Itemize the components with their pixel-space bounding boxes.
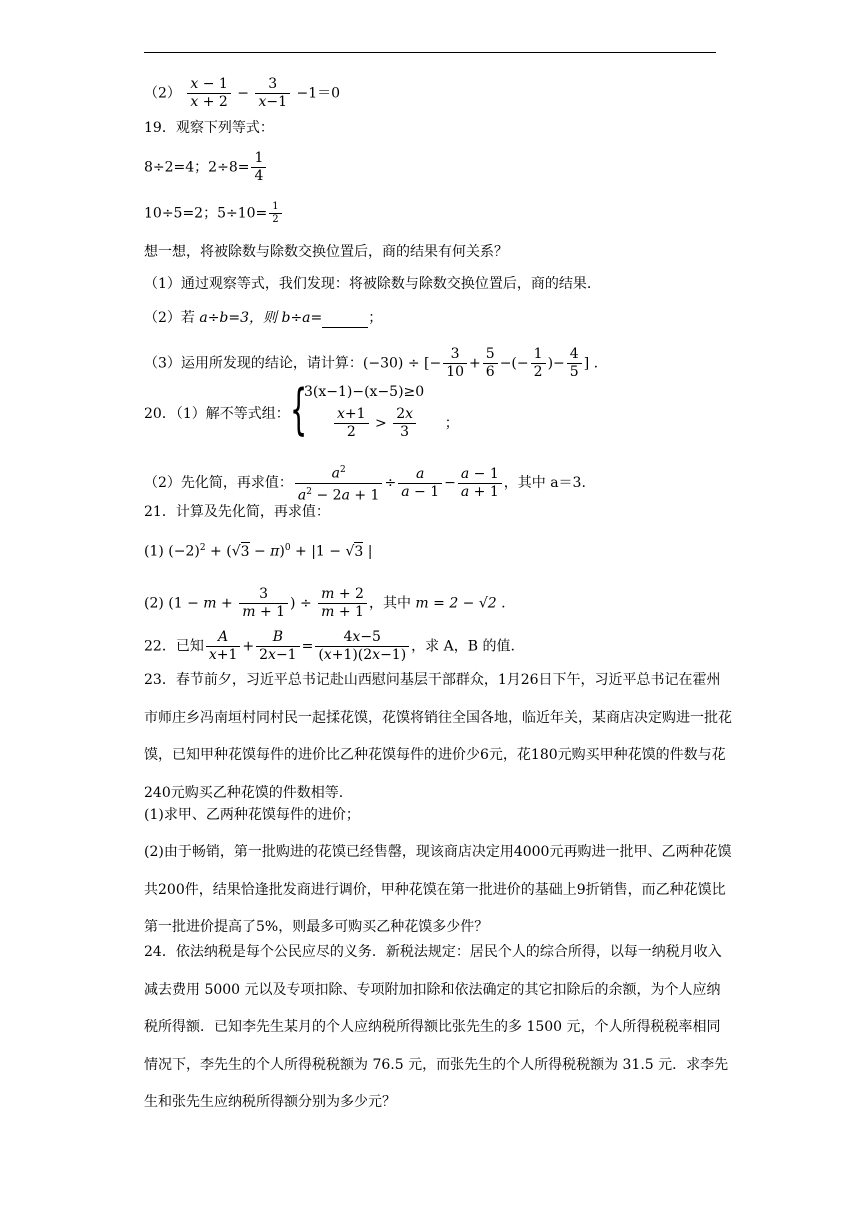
q20-label: 20．（1）解不等式组： xyxy=(144,406,290,422)
q19-eq2 xyxy=(144,201,284,226)
fraction: $\frac{B}{2x-1}$ xyxy=(256,629,299,664)
fraction: $\frac{5}{6}$ xyxy=(483,346,498,381)
fraction: $\frac{4}{5}$ xyxy=(567,346,582,381)
fraction: $\frac{x - 1}{x + 2}$ xyxy=(187,76,230,111)
q23-p1: (1)求甲、乙两种花馍每件的进价； xyxy=(144,807,360,823)
q19-eq2-left: 10÷5=2；5÷10= xyxy=(144,205,268,222)
fraction: $\frac{4x-5}{(x+1)(2x-1)}$ xyxy=(315,629,409,664)
q20-sub2-suffix: ，其中 a＝3. xyxy=(503,475,586,492)
q19-sub1: （1）通过观察等式，我们发现：将被除数与除数交换位置后，商的结果. xyxy=(144,276,592,292)
q18-eq-tail: −1＝0 xyxy=(296,85,341,102)
q21-p2-suffix: ，其中 xyxy=(368,595,411,612)
q24-text: 24．依法纳税是每个公民应尽的义务．新税法规定：居民个人的综合所得，以每一纳税月收入减去费用 5000 元以及专项扣除、专项附加扣除和依法确定的其它扣除后的余额，为个人应纳税所得额．已知李先生某月的个人应纳税所得额比张先生的多 1500 元，个人所得税税率相同情况下，李先生的个人所得税税额为 76.5 元，而张先生的个人所得税税额为 31.5 元．求李先生和张先生应纳税所得额分别为多少元？ xyxy=(144,944,729,1110)
q18-sub2: （2） $\frac{x - 1}{x + 2}$ − $\frac{3}{x-1}$ −1＝0 xyxy=(144,76,341,110)
q20-ineq1: 3(x−1)−(x−5)≥0 xyxy=(304,384,425,400)
fraction: $\frac{a^2}{a^2 - 2a + 1}$ xyxy=(295,462,383,504)
q19-title: 19．观察下列等式： xyxy=(144,120,274,136)
fraction: $\frac{3}{m + 1}$ xyxy=(239,586,288,621)
fraction: $\frac{1}{2}$ xyxy=(269,201,281,226)
fraction: $\frac{3}{x-1}$ xyxy=(255,76,290,111)
fraction: $\frac{A}{x+1}$ xyxy=(206,629,241,664)
q18-sub2-label: （2） xyxy=(144,85,181,102)
q19-eq1-left: 8÷2=4；2÷8= xyxy=(144,159,250,176)
fraction: $\frac{a}{a - 1}$ xyxy=(398,466,442,501)
q22-prefix: 22．已知 xyxy=(144,638,204,655)
answer-blank[interactable] xyxy=(322,313,368,328)
brace-icon: { xyxy=(290,378,308,441)
q21-p2: (2) (1 − m + $\frac{3}{m + 1}$ ) ÷ $\frac{m + 2}{m + 1}$ ，其中 m = 2 − √2 . xyxy=(144,586,506,620)
fraction: $\frac{1}{4}$ xyxy=(251,150,266,185)
q19-sub2-cond: a÷b=3，则 b÷a= xyxy=(199,310,323,326)
q19-sub2 xyxy=(144,308,382,328)
q21-p1: (1) $(-2)^2 + (√3 - \pi)^0 + |1 - √3$ | xyxy=(144,543,373,560)
q22: 22．已知 $\frac{A}{x+1}$ + $\frac{B}{2x-1}$ = $\frac{4x-5}{(x+1)(2x-1)}$ ，求 A，B 的值. xyxy=(144,629,515,663)
q19-sub2-prefix: （2）若 xyxy=(144,310,200,326)
q23-p2: (2)由于畅销，第一批购进的花馍已经售罄，现该商店决定用4000元再购进一批甲、乙两种花馍共200件，结果恰逢批发商进行调价，甲种花馍在第一批进价的基础上9折销售，而乙种花馍比第一批进价提高了5%，则最多可购买乙种花馍多少件？ xyxy=(144,844,732,935)
q19-sub3-prefix: （3）运用所发现的结论，请计算： xyxy=(144,355,363,372)
q23-text: 23．春节前夕，习近平总书记赴山西慰问基层干部群众，1月26日下午，习近平总书记在霍州市师庄乡冯南垣村同村民一起揉花馍，花馍将销往全国各地，临近年关，某商店决定购进一批花馍，已知甲种花馍每件的进价比乙种花馍每件的进价少6元，花180元购买甲种花馍的件数与花240元购买乙种花馍的件数相等. xyxy=(144,672,732,801)
fraction: $\frac{3}{10}$ xyxy=(443,346,467,381)
q21-title: 21．计算及先化简，再求值： xyxy=(144,504,330,520)
q19-sub3: （3）运用所发现的结论，请计算：(−30) ÷ [− $\frac{3}{10}$ + $\frac{5}{6}$ −(− $\frac{1}{2}$ )− $\frac{4}{5}$ ] . xyxy=(144,346,599,380)
q21-p1-label: (1) xyxy=(144,543,164,560)
q20-sub2-prefix: （2）先化简，再求值： xyxy=(144,475,293,492)
fraction: $\frac{x+1}{2}$ xyxy=(334,406,369,441)
q22-suffix: ，求 A，B 的值. xyxy=(411,638,515,655)
q19-sub2-suffix: ； xyxy=(368,310,383,326)
fraction: $\frac{a - 1}{a + 1}$ xyxy=(458,466,502,501)
fraction: $\frac{1}{2}$ xyxy=(531,346,546,381)
inequality-system xyxy=(290,380,470,448)
q21-p2-value: m = 2 − √2 . xyxy=(415,595,506,612)
q19-question: 想一想，将被除数与除数交换位置后，商的结果有何关系？ xyxy=(144,244,508,260)
header-rule xyxy=(144,52,716,53)
fraction: $\frac{2x}{3}$ xyxy=(393,406,416,441)
fraction: $\frac{m + 2}{m + 1}$ xyxy=(318,586,367,621)
q20-ineq2: $\frac{x+1}{2}$ > $\frac{2x}{3}$ ； xyxy=(332,406,459,441)
q20-sub2: （2）先化简，再求值： $\frac{a^2}{a^2 - 2a + 1}$ ÷ $\frac{a}{a - 1}$ − $\frac{a - 1}{a + 1}$ ，其中 a＝3. xyxy=(144,462,586,504)
q21-p2-label: (2) xyxy=(144,595,164,612)
q19-eq1 xyxy=(144,150,268,185)
